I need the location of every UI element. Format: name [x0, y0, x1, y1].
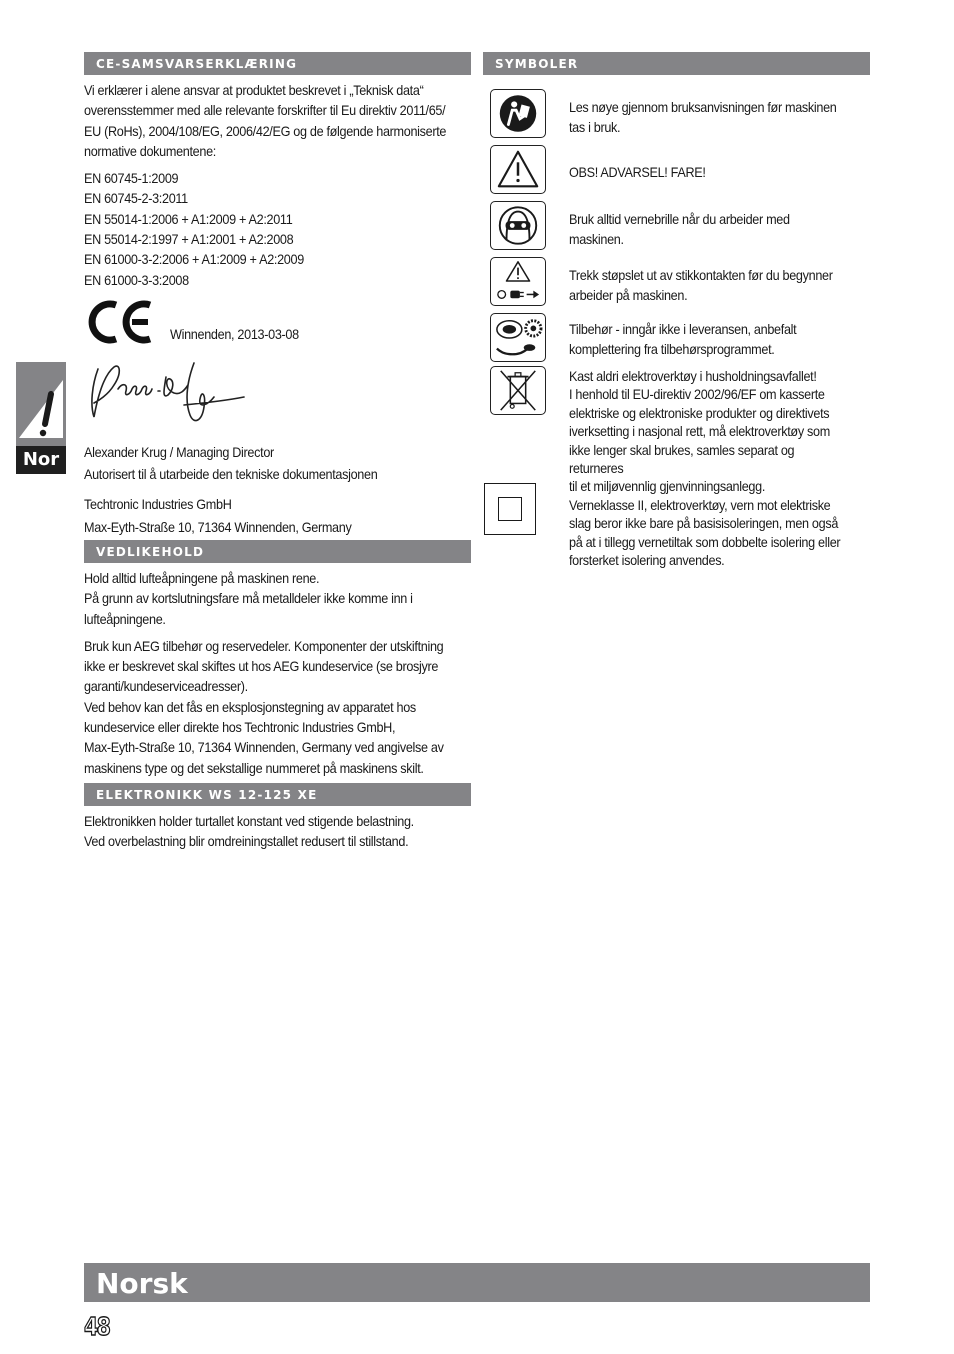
- symbol-desc: [569, 163, 848, 183]
- symbol-line: Trekk støpslet ut av stikkontakten før du begynner: [569, 268, 833, 283]
- language-label: Nor: [16, 446, 66, 474]
- symbol-line: Verneklasse II, elektroverktøy, vern mot elektriske: [569, 497, 831, 513]
- symbol-desc: [569, 368, 848, 570]
- maintenance-section: [84, 569, 473, 779]
- signer-block: [84, 442, 473, 539]
- protection-class-ii-icon: [484, 483, 536, 535]
- symbol-line: elektriske og elektroniske produkter og direktivets: [569, 405, 830, 421]
- symbol-line: slag beror ikke bare på basisisoleringen, men også: [569, 516, 839, 532]
- ce-intro-line: normative dokumentene:: [84, 143, 216, 159]
- left-column: [84, 52, 471, 853]
- signature-icon: [84, 355, 254, 437]
- symbol-line: ikke lenger skal brukes, samles separat og returneres: [569, 442, 795, 477]
- symbol-line: OBS! ADVARSEL! FARE!: [569, 165, 706, 180]
- standard-line: EN 61000-3-2:2006 + A1:2009 + A2:2009: [84, 252, 304, 268]
- symbol-line: maskinen.: [569, 231, 624, 247]
- page-number: 48: [84, 1312, 110, 1341]
- unplug-icon: [490, 257, 546, 306]
- company-address: Max-Eyth-Straße 10, 71364 Winnenden, Germany: [84, 519, 352, 535]
- ce-mark-row: [84, 297, 471, 353]
- maintenance-line: På grunn av kortslutningsfare må metalldeler ikke komme inn i: [84, 591, 413, 607]
- ce-intro-line: Vi erklærer i alene ansvar at produktet beskrevet i „Teknisk data“: [84, 83, 424, 98]
- symbol-desc: [569, 210, 848, 249]
- company-name: Techtronic Industries GmbH: [84, 496, 232, 512]
- symbol-line: iverksetting i nasjonal rett, må elektroverktøy som: [569, 424, 830, 440]
- maintenance-line: Ved behov kan det fås en eksplosjonstegning av apparatet hos: [84, 699, 416, 715]
- accessories-icon: [490, 313, 546, 362]
- maintenance-line: Max-Eyth-Straße 10, 71364 Winnenden, Germany ved angivelse av: [84, 740, 444, 756]
- exclamation-icon: [16, 362, 66, 446]
- maintenance-line: Bruk kun AEG tilbehør og reservedeler. Komponenter der utskiftning: [84, 638, 444, 654]
- electronics-line: Ved overbelastning blir omdreiningstallet redusert til stillstand.: [84, 834, 409, 850]
- symbol-line: I henhold til EU-direktiv 2002/96/EF om kasserte: [569, 387, 825, 403]
- symbol-line: arbeider på maskinen.: [569, 287, 688, 303]
- read-manual-icon: [490, 89, 546, 138]
- standard-line: EN 60745-1:2009: [84, 171, 179, 187]
- maintenance-heading: VEDLIKEHOLD: [84, 540, 471, 563]
- symbol-desc: [569, 320, 848, 359]
- signer-name: Alexander Krug / Managing Director: [84, 444, 274, 460]
- maintenance-line: garanti/kundeserviceadresser).: [84, 679, 248, 695]
- electronics-section: [84, 812, 473, 853]
- maintenance-line: lufteåpningene.: [84, 611, 166, 627]
- warning-triangle-icon: [490, 145, 546, 194]
- electronics-heading: ELEKTRONIKK WS 12-125 XE: [84, 783, 471, 806]
- maintenance-line: maskinens type og det sekstallige nummeret på maskinens skilt.: [84, 760, 424, 776]
- symbol-desc: [569, 266, 848, 305]
- ce-section: [84, 81, 473, 291]
- symbol-line: Kast aldri elektroverktøy i husholdningsavfallet!: [569, 369, 817, 384]
- symbol-line: tas i bruk.: [569, 119, 621, 135]
- symbols-heading: SYMBOLER: [483, 52, 870, 75]
- ce-mark-icon: [88, 299, 156, 345]
- footer-title: Norsk: [84, 1263, 870, 1302]
- standard-line: EN 60745-2-3:2011: [84, 191, 188, 207]
- ce-heading: CE-SAMSVARSERKLÆRING: [84, 52, 471, 75]
- language-side-tab: [16, 362, 66, 474]
- symbol-line: komplettering fra tilbehørsprogrammet.: [569, 341, 775, 357]
- maintenance-line: kundeservice eller direkte hos Techtronic Industries GmbH,: [84, 720, 396, 736]
- maintenance-line: ikke er beskrevet skal skiftes ut hos AEG kundeservice (se brosjyre: [84, 659, 439, 675]
- safety-goggles-icon: [490, 201, 546, 250]
- ce-intro-line: EU (RoHs), 2004/108/EG, 2006/42/EG og de følgende harmoniserte: [84, 123, 447, 139]
- standard-line: EN 55014-1:2006 + A1:2009 + A2:2011: [84, 211, 293, 227]
- symbol-line: Les nøye gjennom bruksanvisningen før maskinen: [569, 100, 837, 115]
- ce-intro-line: overensstemmer med alle relevante forskrifter til Eu direktiv 2011/65/: [84, 103, 446, 119]
- crossed-bin-icon: [490, 366, 546, 415]
- symbol-line: forsterket isolering anvendes.: [569, 553, 725, 569]
- symbol-line: Tilbehør - inngår ikke i leveransen, anbefalt: [569, 322, 797, 337]
- right-column: [483, 52, 870, 569]
- symbol-line: til et miljøvennlig gjenvinningsanlegg.: [569, 479, 766, 495]
- standard-line: EN 61000-3-3:2008: [84, 272, 189, 288]
- symbol-desc: [569, 98, 848, 137]
- symbol-line: Bruk alltid vernebrille når du arbeider med: [569, 212, 790, 227]
- maintenance-line: Hold alltid lufteåpningene på maskinen rene.: [84, 570, 320, 586]
- warning-tab-graphic: [16, 362, 66, 446]
- electronics-line: Elektronikken holder turtallet konstant ved stigende belastning.: [84, 813, 414, 829]
- authorized-text: Autorisert til å utarbeide den tekniske dokumentasjonen: [84, 466, 378, 482]
- place-date: Winnenden, 2013-03-08: [170, 326, 299, 342]
- symbol-line: på at i tillegg vernetiltak som dobbelte isolering eller: [569, 534, 841, 550]
- standard-line: EN 55014-2:1997 + A1:2001 + A2:2008: [84, 232, 294, 248]
